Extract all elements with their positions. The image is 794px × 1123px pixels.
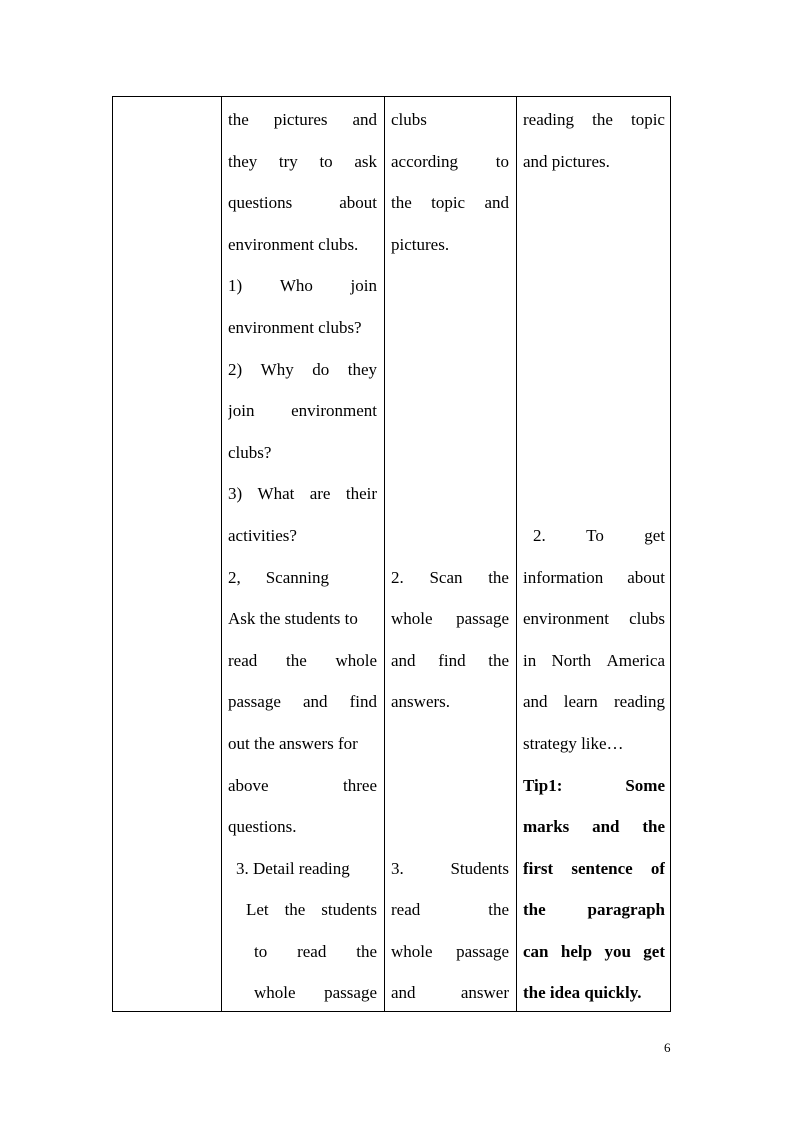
text-line — [523, 182, 665, 224]
word: get — [644, 525, 665, 545]
text-line: clubs — [391, 110, 427, 129]
lesson-plan-table — [112, 96, 671, 1012]
word: join — [350, 276, 377, 296]
word: of — [650, 858, 665, 878]
word: are — [309, 484, 331, 504]
text-line: environment clubs. — [228, 234, 359, 254]
word: first — [523, 858, 554, 878]
text-line — [228, 390, 377, 432]
table-cell-teacher-activity — [228, 97, 377, 1011]
word: topic — [630, 110, 665, 129]
word: whole — [391, 609, 433, 629]
word: Let — [246, 900, 269, 920]
word: answer — [460, 983, 509, 1003]
text-line: the idea quickly. — [523, 983, 642, 1003]
text-line — [391, 640, 509, 682]
text-line — [228, 765, 377, 807]
text-line — [391, 432, 509, 474]
text-line — [391, 265, 509, 307]
text-line — [523, 765, 665, 807]
text-line — [391, 390, 509, 432]
text-line — [391, 848, 509, 890]
text-line — [523, 889, 665, 931]
word: to — [319, 151, 333, 171]
word: reading — [614, 692, 665, 712]
word: they — [228, 151, 258, 171]
word: Students — [450, 858, 509, 878]
word: 2) — [228, 359, 243, 379]
word: reading — [523, 110, 574, 129]
word: do — [312, 359, 330, 379]
text-line — [391, 723, 509, 765]
word: students — [321, 900, 377, 920]
word: learn — [563, 692, 598, 712]
word: What — [257, 484, 295, 504]
word: the — [592, 110, 613, 129]
text-line — [228, 889, 377, 931]
text-line — [391, 889, 509, 931]
word: 2, — [228, 567, 241, 587]
word: America — [606, 650, 665, 670]
word: To — [586, 525, 604, 545]
word: above — [228, 775, 269, 795]
word: according — [391, 151, 459, 171]
text-line — [523, 598, 665, 640]
word: Scan — [429, 567, 463, 587]
text-line: environment clubs? — [228, 317, 362, 337]
word: and — [484, 193, 509, 213]
text-line — [391, 972, 509, 1014]
word: join — [228, 401, 255, 421]
word: the — [356, 941, 377, 961]
word: Why — [260, 359, 294, 379]
text-line — [391, 806, 509, 848]
word: the — [642, 817, 665, 837]
word: passage — [456, 609, 509, 629]
text-line — [228, 557, 377, 599]
text-line — [391, 765, 509, 807]
word: pictures — [273, 110, 328, 129]
word: marks — [523, 817, 570, 837]
word: the — [285, 650, 307, 670]
word: help — [560, 941, 593, 961]
text-line — [523, 473, 665, 515]
text-line — [391, 557, 509, 599]
word: the — [523, 900, 546, 920]
word: about — [339, 193, 377, 213]
word: the — [228, 110, 249, 129]
word: and — [391, 983, 416, 1003]
text-line — [228, 640, 377, 682]
word: Scanning — [265, 567, 329, 587]
column-divider — [516, 97, 517, 1011]
word: about — [627, 567, 665, 587]
text-line — [523, 806, 665, 848]
text-line: clubs? — [228, 442, 272, 462]
word: to — [495, 151, 509, 171]
word: the — [391, 193, 412, 213]
word: 3. — [391, 858, 404, 878]
word: 2. — [391, 567, 404, 587]
word: to — [254, 941, 268, 961]
word: read — [391, 900, 421, 920]
column-divider — [384, 97, 385, 1011]
word: passage — [324, 983, 377, 1003]
text-line: Ask the students to — [228, 609, 358, 629]
text-line — [228, 473, 377, 515]
word: the — [488, 900, 509, 920]
text-line — [228, 972, 377, 1014]
word: three — [343, 775, 377, 795]
text-line: 3. Detail reading — [236, 858, 350, 878]
text-line — [523, 640, 665, 682]
text-line — [523, 99, 665, 141]
word: the — [488, 650, 509, 670]
text-line — [228, 141, 377, 183]
word: can — [523, 941, 549, 961]
text-line — [391, 141, 509, 183]
word: they — [347, 359, 377, 379]
text-line: pictures. — [391, 234, 450, 254]
word: read — [297, 941, 327, 961]
word: environment — [291, 401, 377, 421]
word: and — [592, 817, 620, 837]
text-line: answers. — [391, 692, 451, 712]
text-line — [228, 349, 377, 391]
word: the — [284, 900, 306, 920]
word: clubs — [629, 609, 665, 629]
word: Tip1: — [523, 775, 563, 795]
table-cell-student-activity — [391, 97, 509, 1011]
text-line — [391, 931, 509, 973]
word: Some — [625, 775, 665, 795]
text-line — [228, 99, 377, 141]
text-line — [228, 681, 377, 723]
word: in — [523, 650, 537, 670]
word: paragraph — [587, 900, 665, 920]
text-line — [391, 349, 509, 391]
word: passage — [228, 692, 281, 712]
text-line — [523, 848, 665, 890]
word: topic — [431, 193, 466, 213]
word: find — [438, 650, 466, 670]
word: questions — [228, 193, 293, 213]
text-line: strategy like… — [523, 733, 624, 753]
text-line — [391, 182, 509, 224]
word: and — [302, 692, 328, 712]
word: find — [349, 692, 377, 712]
word: and — [523, 692, 548, 712]
word: and — [352, 110, 377, 129]
text-line — [523, 307, 665, 349]
text-line — [523, 224, 665, 266]
word: environment — [523, 609, 609, 629]
text-line — [228, 265, 377, 307]
word: you — [604, 941, 631, 961]
table-cell-purpose — [523, 97, 665, 1011]
text-line — [391, 307, 509, 349]
word: whole — [391, 941, 433, 961]
text-line — [523, 265, 665, 307]
word: whole — [254, 983, 296, 1003]
text-line — [523, 931, 665, 973]
text-line — [523, 349, 665, 391]
word: information — [523, 567, 604, 587]
word: their — [345, 484, 377, 504]
word: and — [391, 650, 416, 670]
word: 1) — [228, 276, 243, 296]
text-line: questions. — [228, 817, 297, 837]
word: Who — [279, 276, 313, 296]
text-line — [523, 390, 665, 432]
word: try — [278, 151, 298, 171]
word: whole — [335, 650, 377, 670]
word: get — [643, 941, 665, 961]
word: 2. — [533, 525, 546, 545]
text-line — [523, 432, 665, 474]
column-divider — [221, 97, 222, 1011]
text-line: out the answers for — [228, 733, 358, 753]
text-line — [228, 931, 377, 973]
text-line — [391, 515, 509, 557]
text-line — [523, 681, 665, 723]
word: 3) — [228, 484, 243, 504]
text-line — [523, 557, 665, 599]
word: passage — [456, 941, 509, 961]
word: ask — [354, 151, 377, 171]
page-number: 6 — [664, 1040, 671, 1055]
text-line — [391, 598, 509, 640]
word: sentence — [571, 858, 633, 878]
text-line: activities? — [228, 525, 297, 545]
word: North — [551, 650, 592, 670]
word: read — [228, 650, 258, 670]
table-cell-column-1 — [113, 97, 221, 1011]
text-line — [391, 473, 509, 515]
text-line: and pictures. — [523, 151, 610, 171]
word: the — [488, 567, 509, 587]
text-line — [228, 182, 377, 224]
text-line — [523, 515, 665, 557]
